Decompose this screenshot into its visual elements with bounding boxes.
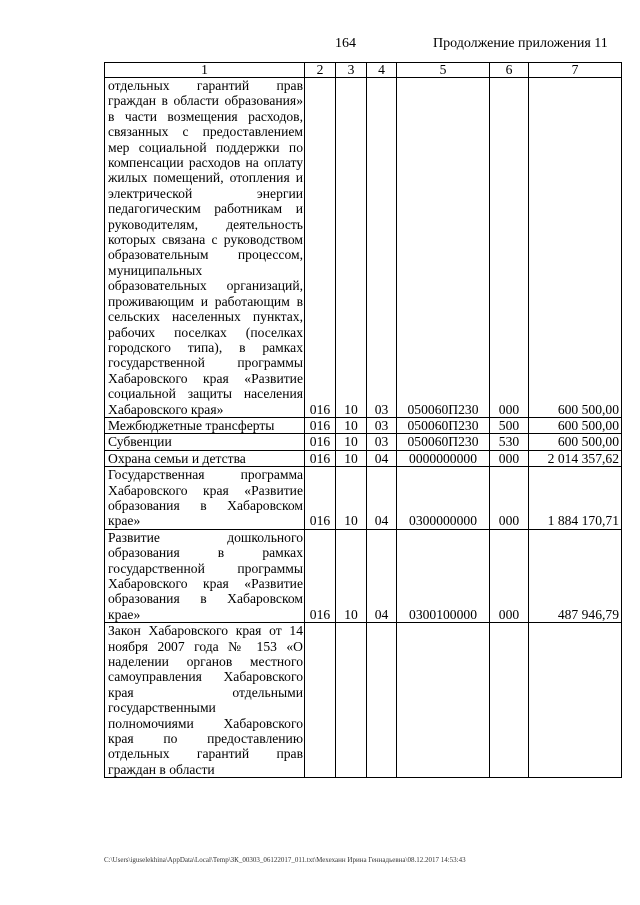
row-name: Закон Хабаровского края от 14 ноября 2007 года № 153 «О наделении органов местного самоуправления Хабаровского края отдельными государственными полномочиями Хабаровского края по предоставлению отдельных гарантий прав граждан в области [105,623,305,778]
row-name: Государственная программа Хабаровского края «Развитие образования в Хабаровском крае» [105,467,305,530]
header-col-3: 3 [336,63,367,78]
cell-subsection: 04 [367,529,397,622]
cell-target-article: 050060П230 [397,417,490,433]
cell-section: 10 [336,434,367,450]
row-name: Развитие дошкольного образования в рамках государственной программы Хабаровского края «Развитие образования в Хабаровском крае» [105,529,305,622]
cell-expense-type: 000 [490,450,529,466]
cell-amount: 1 884 170,71 [529,467,622,530]
cell-amount: 600 500,00 [529,78,622,418]
header-col-4: 4 [367,63,397,78]
table-header-row [105,63,622,78]
cell-subsection: 03 [367,78,397,418]
cell-amount: 600 500,00 [529,417,622,433]
cell-section: 10 [336,450,367,466]
continuation-title: Продолжение приложения 11 [433,36,608,51]
cell-subsection: 04 [367,450,397,466]
cell-section: 10 [336,529,367,622]
cell-section [336,623,367,778]
cell-ministry [305,623,336,778]
row-name: Субвенции [105,434,305,450]
cell-amount: 2 014 357,62 [529,450,622,466]
cell-section: 10 [336,467,367,530]
cell-target-article: 050060П230 [397,78,490,418]
cell-expense-type: 000 [490,529,529,622]
table-row [105,417,622,433]
cell-ministry: 016 [305,434,336,450]
cell-ministry: 016 [305,529,336,622]
cell-subsection: 04 [367,467,397,530]
budget-table [104,62,622,778]
cell-target-article: 0300100000 [397,529,490,622]
cell-ministry: 016 [305,450,336,466]
header-col-5: 5 [397,63,490,78]
table-row [105,529,622,622]
cell-ministry: 016 [305,417,336,433]
table-row [105,623,622,778]
cell-ministry: 016 [305,467,336,530]
row-name: Охрана семьи и детства [105,450,305,466]
cell-target-article: 050060П230 [397,434,490,450]
cell-target-article: 0000000000 [397,450,490,466]
cell-subsection: 03 [367,434,397,450]
file-path-footer: C:\Users\iguselekhina\AppData\Local\Temp\ЗК_00303_06122017_011.txt\Мехеханн Ирина Геннадьевна\08.12.2017 14:53:43 [104,856,466,864]
table-row [105,434,622,450]
cell-subsection [367,623,397,778]
cell-amount [529,623,622,778]
cell-target-article [397,623,490,778]
header-col-1: 1 [105,63,305,78]
table-row [105,78,622,418]
cell-subsection: 03 [367,417,397,433]
row-name: отдельных гарантий прав граждан в области образования» в части возмещения расходов, связанных с предоставлением мер социальной поддержки по компенсации расходов на оплату жилых помещений, отопления и электрической энергии педагогическим работникам и руководителям, деятельность которых связана с руководством образовательным процессом, муниципальных образовательных организаций, проживающим и работающим в сельских населенных пунктах, рабочих поселках (поселках городского типа), в рамках государственной программы Хабаровского края «Развитие социальной защиты населения Хабаровского края» [105,78,305,418]
table-row [105,467,622,530]
cell-expense-type [490,623,529,778]
cell-expense-type: 500 [490,417,529,433]
page-number: 164 [335,36,356,51]
cell-expense-type: 000 [490,467,529,530]
cell-amount: 600 500,00 [529,434,622,450]
cell-amount: 487 946,79 [529,529,622,622]
header-col-2: 2 [305,63,336,78]
row-name: Межбюджетные трансферты [105,417,305,433]
cell-expense-type: 000 [490,78,529,418]
header-col-6: 6 [490,63,529,78]
cell-section: 10 [336,78,367,418]
table-row [105,450,622,466]
cell-section: 10 [336,417,367,433]
cell-target-article: 0300000000 [397,467,490,530]
cell-expense-type: 530 [490,434,529,450]
cell-ministry: 016 [305,78,336,418]
header-col-7: 7 [529,63,622,78]
